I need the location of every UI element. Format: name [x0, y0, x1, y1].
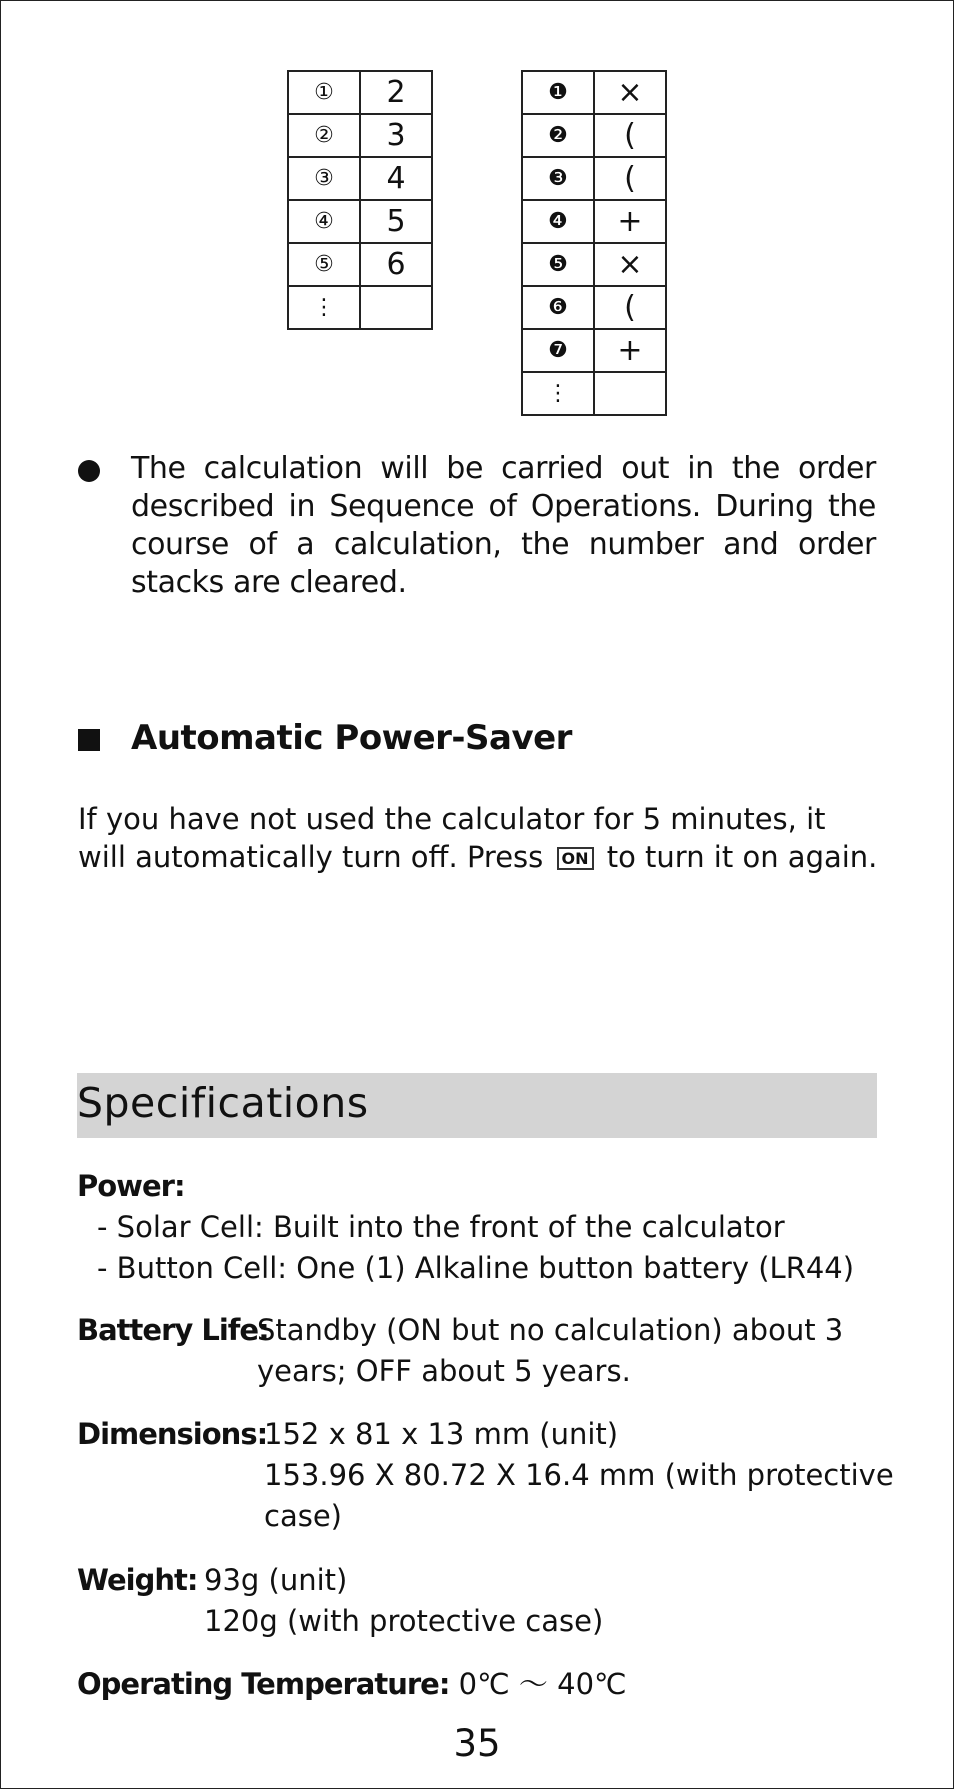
spec-label: Battery Life: [77, 1313, 269, 1347]
page-number: 35 [453, 1722, 501, 1765]
weight-value: 93g (unit) [204, 1563, 348, 1597]
stack-index: ② [288, 114, 360, 157]
stack-index: ❶ [522, 71, 594, 114]
stack-index: ③ [288, 157, 360, 200]
on-key-icon: ON [557, 847, 594, 870]
stack-value: 5 [360, 200, 432, 243]
table-row [522, 200, 666, 243]
stack-index: ④ [288, 200, 360, 243]
stack-value [594, 372, 666, 415]
spec-label: Dimensions: [77, 1417, 268, 1451]
table-row [288, 71, 432, 114]
stack-value: + [594, 329, 666, 372]
number-stack-table [287, 70, 433, 330]
table-row [288, 157, 432, 200]
stack-value: 2 [360, 71, 432, 114]
stack-index: ⋮ [522, 372, 594, 415]
battery-label [77, 1310, 269, 1351]
spec-label: Power: [77, 1169, 185, 1203]
temperature-value: 0℃ ～ 40℃ [458, 1667, 627, 1701]
dimensions-value: case) [264, 1499, 342, 1533]
section-title: Automatic Power-Saver [131, 718, 572, 758]
stack-value: × [594, 243, 666, 286]
table-row [522, 71, 666, 114]
power-saver-text [78, 800, 878, 876]
stack-index: ① [288, 71, 360, 114]
specifications-header [77, 1073, 877, 1138]
table-row [522, 243, 666, 286]
table-row [288, 200, 432, 243]
dimensions-value: 152 x 81 x 13 mm (unit) [264, 1417, 619, 1451]
table-row [522, 286, 666, 329]
stack-index: ❸ [522, 157, 594, 200]
battery-value: Standby (ON but no calculation) about 3 [257, 1313, 844, 1347]
stack-index: ⑤ [288, 243, 360, 286]
dimensions-value: 153.96 X 80.72 X 16.4 mm (with protective [264, 1458, 894, 1492]
square-bullet-icon [78, 729, 100, 751]
stack-value: 4 [360, 157, 432, 200]
table-row [522, 329, 666, 372]
spec-label: Operating Temperature: [77, 1667, 450, 1701]
stack-index: ❻ [522, 286, 594, 329]
table-row [288, 114, 432, 157]
table-row [288, 243, 432, 286]
stack-value: 6 [360, 243, 432, 286]
table-row [522, 114, 666, 157]
stack-index: ⋮ [288, 286, 360, 329]
stack-index: ❹ [522, 200, 594, 243]
stack-index: ❺ [522, 243, 594, 286]
table-row [288, 286, 432, 329]
table-row [522, 372, 666, 415]
stack-value: ( [594, 157, 666, 200]
temperature-row [77, 1664, 627, 1705]
dimensions-label [77, 1414, 267, 1455]
power-item: - Button Cell: One (1) Alkaline button battery (LR44) [97, 1251, 855, 1285]
page-title: Specifications [77, 1079, 369, 1127]
bullet-icon [78, 460, 100, 482]
stack-value: × [594, 71, 666, 114]
weight-label [77, 1560, 197, 1601]
stack-index: ❼ [522, 329, 594, 372]
power-saver-text-after: to turn it on again. [606, 840, 878, 874]
power-item: - Solar Cell: Built into the front of the calculator [97, 1210, 785, 1244]
stack-value [360, 286, 432, 329]
table-row [522, 157, 666, 200]
stack-value: ( [594, 286, 666, 329]
stack-value: ( [594, 114, 666, 157]
power-saver-text-before: If you have not used the calculator for 5 minutes, it will automatically turn off. Press [78, 802, 826, 874]
battery-value: years; OFF about 5 years. [257, 1354, 631, 1388]
stack-index: ❷ [522, 114, 594, 157]
stack-value: 3 [360, 114, 432, 157]
spec-label: Weight: [77, 1563, 198, 1597]
note-text: The calculation will be carried out in the order described in Sequence of Operations. During the course of a calculation, the number and order stacks are cleared. [131, 451, 876, 600]
power-label [77, 1166, 185, 1207]
weight-value: 120g (with protective case) [204, 1604, 604, 1638]
order-stack-table [521, 70, 667, 416]
stack-value: + [594, 200, 666, 243]
